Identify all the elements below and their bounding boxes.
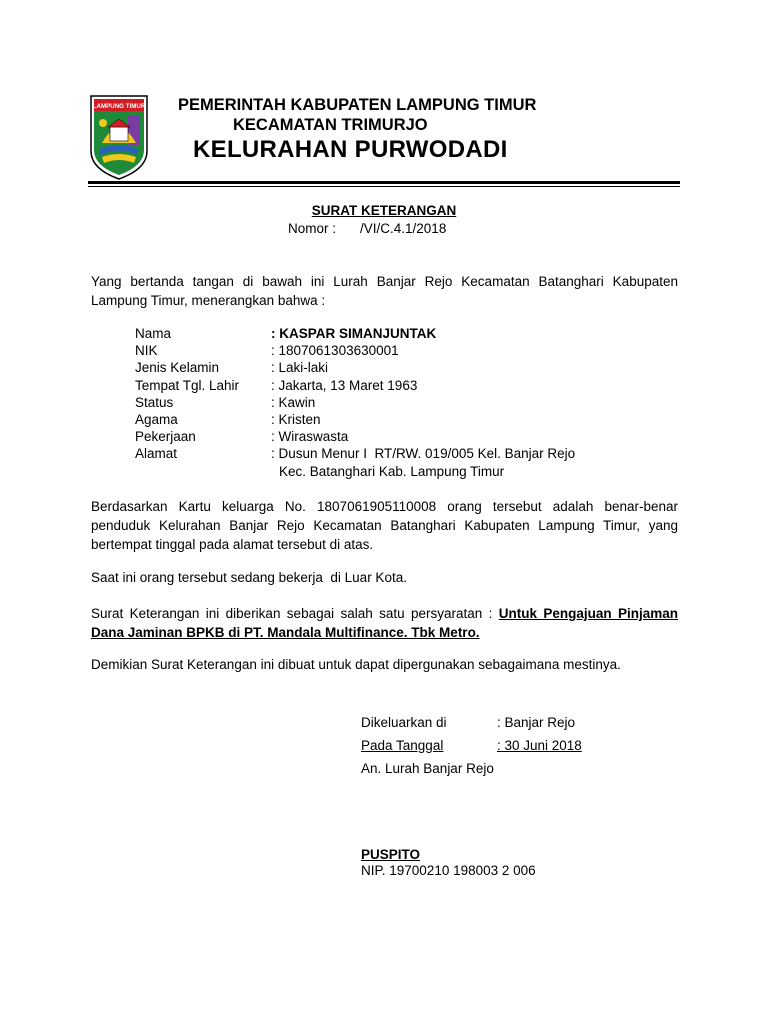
identity-row-name: Nama : KASPAR SIMANJUNTAK [135, 326, 437, 341]
intro-paragraph: Yang bertanda tangan di bawah ini Lurah Banjar Rejo Kecamatan Batanghari Kabupaten Lampung Timur, menerangkan bahwa : [91, 274, 678, 308]
issuance-block [361, 711, 582, 780]
identity-row-gender: Jenis Kelamin : Laki-laki [135, 360, 329, 376]
letter-number [288, 221, 446, 236]
header-government: PEMERINTAH KABUPATEN LAMPUNG TIMUR [178, 96, 537, 114]
work-paragraph: Saat ini orang tersebut sedang bekerja di Luar Kota. [91, 570, 407, 585]
header-divider-thick [88, 181, 680, 184]
header-village: KELURAHAN PURWODADI [193, 136, 508, 163]
identity-row-occupation: Pekerjaan : Wiraswasta [135, 429, 349, 445]
purpose-paragraph: Surat Keterangan ini diberikan sebagai salah satu persyaratan : Untuk Pengajuan Pinjaman Dana Jaminan BPKB di PT. Mandala Multifinance. Tbk Metro. [91, 606, 679, 640]
letter-title: SURAT KETERANGAN [311, 203, 457, 218]
identity-block [135, 325, 575, 480]
regency-logo [88, 93, 150, 181]
issued-date-row: Pada Tanggal : 30 Juni 2018 [361, 738, 582, 753]
identity-row-address: Alamat : Dusun Menur I RT/RW. 019/005 Kel. Banjar Rejo [135, 446, 576, 462]
issued-place-row: Dikeluarkan di : Banjar Rejo [361, 715, 576, 730]
family-card-paragraph: Berdasarkan Kartu keluarga No. 1807061905110008 orang tersebut adalah benar-benar penduduk Kelurahan Banjar Rejo Kecamatan Batanghari Kabupaten Lampung Timur, yang bertempat tinggal pada alamat tersebut di atas. [91, 499, 678, 552]
identity-row-nik: NIK : 1807061303630001 [135, 343, 399, 359]
signer-name: PUSPITO [361, 847, 421, 862]
letter-number-label: Nomor : [288, 221, 337, 236]
identity-row-status: Status : Kawin [135, 394, 316, 410]
svg-text:LAMPUNG TIMUR: LAMPUNG TIMUR [92, 103, 146, 110]
purpose-highlight: Untuk Pengajuan Pinjaman Dana Jaminan BPKB di PT. Mandala Multifinance. Tbk Metro. [91, 606, 679, 640]
on-behalf-line: An. Lurah Banjar Rejo [361, 761, 494, 776]
letter-number-value: /VI/C.4.1/2018 [360, 221, 447, 236]
signer-nip: NIP. 19700210 198003 2 006 [361, 863, 536, 878]
signer-block [361, 847, 536, 879]
header-subdistrict: KECAMATAN TRIMURJO [233, 116, 428, 134]
closing-paragraph: Demikian Surat Keterangan ini dibuat untuk dapat dipergunakan sebagaimana mestinya. [91, 657, 621, 672]
identity-row-religion: Agama : Kristen [135, 412, 321, 428]
header-divider-thin [88, 186, 680, 187]
identity-row-birth: Tempat Tgl. Lahir : Jakarta, 13 Maret 1963 [135, 377, 418, 393]
identity-address-continuation: Kec. Batanghari Kab. Lampung Timur [279, 463, 505, 479]
